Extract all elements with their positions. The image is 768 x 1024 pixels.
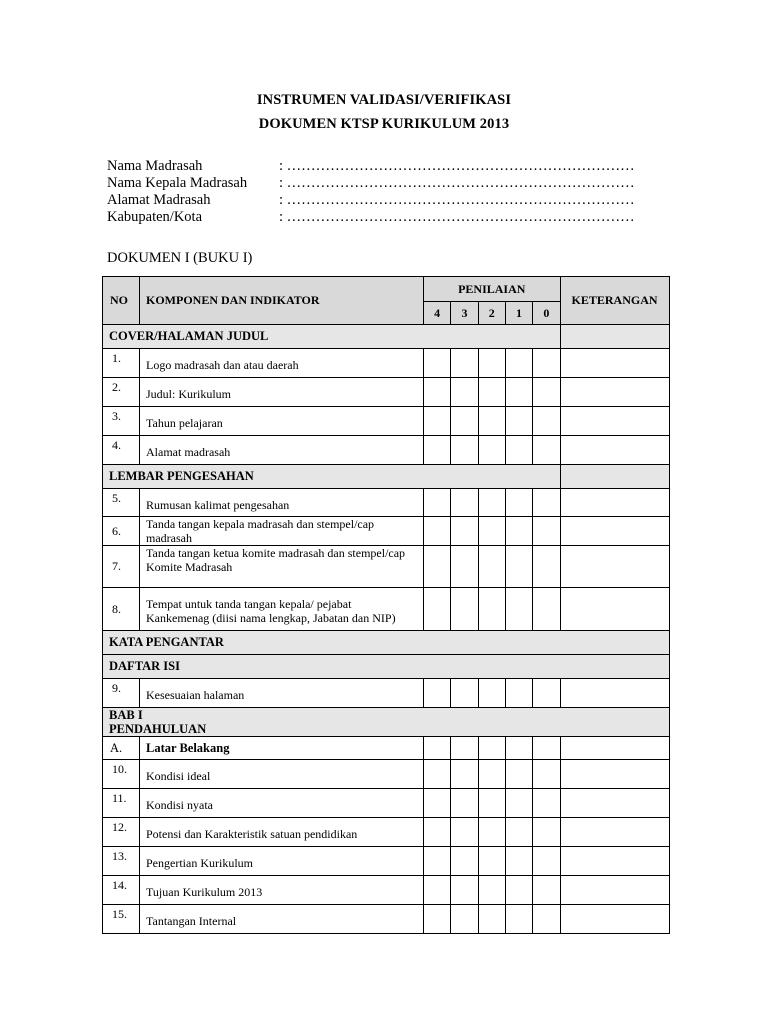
section-row-daftar-isi (103, 655, 670, 679)
score-cell-4[interactable] (424, 789, 451, 818)
score-cell-3[interactable] (451, 349, 478, 378)
score-cell-2[interactable] (478, 546, 505, 588)
notes-cell[interactable] (560, 760, 669, 789)
item-text: Judul: Kurikulum (140, 378, 424, 407)
section-row-pengesahan (103, 465, 670, 489)
item-number: 15. (103, 905, 140, 934)
score-cell-3[interactable] (451, 546, 478, 588)
table-row (103, 546, 670, 588)
section-notes-cell (560, 465, 669, 489)
score-cell-2[interactable] (478, 489, 505, 517)
header-score-4: 4 (424, 302, 451, 325)
notes-cell[interactable] (560, 905, 669, 934)
item-number: 11. (103, 789, 140, 818)
item-text: Kesesuaian halaman (140, 679, 424, 708)
table-row (103, 760, 670, 789)
table-row (103, 789, 670, 818)
score-cell-2[interactable] (478, 789, 505, 818)
subsection-row (103, 737, 670, 760)
score-cell-2[interactable] (478, 679, 505, 708)
item-number: 4. (103, 436, 140, 465)
section-label-line2: PENDAHULUAN (109, 722, 207, 736)
score-cell-3[interactable] (451, 378, 478, 407)
score-cell-3[interactable] (451, 818, 478, 847)
notes-cell[interactable] (560, 546, 669, 588)
score-cell-1[interactable] (505, 737, 532, 760)
score-cell-3[interactable] (451, 876, 478, 905)
header-notes: KETERANGAN (560, 277, 669, 325)
score-cell-0[interactable] (533, 436, 560, 465)
notes-cell[interactable] (560, 378, 669, 407)
item-number: 6. (103, 517, 140, 546)
score-cell-4[interactable] (424, 876, 451, 905)
section-label: COVER/HALAMAN JUDUL (103, 325, 561, 349)
section-label (103, 708, 670, 737)
item-number: 8. (103, 588, 140, 631)
score-cell-2[interactable] (478, 737, 505, 760)
score-cell-3[interactable] (451, 407, 478, 436)
score-cell-0[interactable] (533, 905, 560, 934)
item-number: 2. (103, 378, 140, 407)
notes-cell[interactable] (560, 789, 669, 818)
header-score-1: 1 (505, 302, 532, 325)
score-cell-1[interactable] (505, 847, 532, 876)
info-row-nama-madrasah (107, 158, 669, 175)
section-notes-cell (560, 325, 669, 349)
notes-cell[interactable] (560, 517, 669, 546)
item-number: 5. (103, 489, 140, 517)
table-row (103, 378, 670, 407)
score-cell-0[interactable] (533, 546, 560, 588)
score-cell-2[interactable] (478, 407, 505, 436)
header-assessment: PENILAIAN (424, 277, 561, 302)
score-cell-1[interactable] (505, 349, 532, 378)
header-component: KOMPONEN DAN INDIKATOR (140, 277, 424, 325)
score-cell-0[interactable] (533, 847, 560, 876)
item-number: 10. (103, 760, 140, 789)
score-cell-3[interactable] (451, 517, 478, 546)
score-cell-4[interactable] (424, 905, 451, 934)
score-cell-0[interactable] (533, 679, 560, 708)
subsection-label: Latar Belakang (140, 737, 424, 760)
score-cell-0[interactable] (533, 378, 560, 407)
score-cell-1[interactable] (505, 407, 532, 436)
info-value-field[interactable]: : ……………………………………………………………… (279, 175, 635, 191)
score-cell-3[interactable] (451, 737, 478, 760)
score-cell-2[interactable] (478, 378, 505, 407)
score-cell-1[interactable] (505, 489, 532, 517)
score-cell-2[interactable] (478, 876, 505, 905)
score-cell-4[interactable] (424, 737, 451, 760)
score-cell-1[interactable] (505, 905, 532, 934)
score-cell-2[interactable] (478, 905, 505, 934)
item-text: Tahun pelajaran (140, 407, 424, 436)
score-cell-0[interactable] (533, 818, 560, 847)
score-cell-0[interactable] (533, 737, 560, 760)
score-cell-4[interactable] (424, 378, 451, 407)
score-cell-1[interactable] (505, 517, 532, 546)
score-cell-4[interactable] (424, 489, 451, 517)
document-title-line2: DOKUMEN KTSP KURIKULUM 2013 (258, 116, 510, 132)
item-text: Tanda tangan ketua komite madrasah dan stempel/cap Komite Madrasah (140, 546, 424, 588)
info-value-field[interactable]: : ……………………………………………………………… (279, 192, 635, 208)
item-text: Logo madrasah dan atau daerah (140, 349, 424, 378)
header-score-2: 2 (478, 302, 505, 325)
score-cell-2[interactable] (478, 760, 505, 789)
score-cell-4[interactable] (424, 847, 451, 876)
score-cell-4[interactable] (424, 588, 451, 631)
info-label: Alamat Madrasah (107, 192, 211, 208)
notes-cell[interactable] (560, 588, 669, 631)
item-number: 9. (103, 679, 140, 708)
score-cell-0[interactable] (533, 407, 560, 436)
score-cell-3[interactable] (451, 679, 478, 708)
notes-cell[interactable] (560, 818, 669, 847)
score-cell-4[interactable] (424, 517, 451, 546)
section-label: KATA PENGANTAR (103, 631, 670, 655)
score-cell-4[interactable] (424, 546, 451, 588)
score-cell-1[interactable] (505, 679, 532, 708)
item-text: Pengertian Kurikulum (140, 847, 424, 876)
table-row (103, 905, 670, 934)
notes-cell[interactable] (560, 847, 669, 876)
score-cell-2[interactable] (478, 517, 505, 546)
score-cell-0[interactable] (533, 349, 560, 378)
table-row (103, 407, 670, 436)
score-cell-1[interactable] (505, 760, 532, 789)
info-label: Nama Kepala Madrasah (107, 175, 248, 191)
notes-cell[interactable] (560, 349, 669, 378)
score-cell-2[interactable] (478, 818, 505, 847)
item-number: 7. (103, 546, 140, 588)
table-row (103, 847, 670, 876)
section-row-bab-1 (103, 708, 670, 737)
score-cell-0[interactable] (533, 789, 560, 818)
notes-cell[interactable] (560, 679, 669, 708)
score-cell-3[interactable] (451, 489, 478, 517)
score-cell-3[interactable] (451, 847, 478, 876)
score-cell-0[interactable] (533, 517, 560, 546)
item-number: 12. (103, 818, 140, 847)
score-cell-4[interactable] (424, 436, 451, 465)
table-row (103, 818, 670, 847)
notes-cell[interactable] (560, 876, 669, 905)
item-text: Tanda tangan kepala madrasah dan stempel/cap madrasah (140, 517, 424, 546)
info-label: Nama Madrasah (107, 158, 203, 174)
validation-table (102, 276, 670, 934)
score-cell-1[interactable] (505, 378, 532, 407)
item-text: Tujuan Kurikulum 2013 (140, 876, 424, 905)
score-cell-1[interactable] (505, 876, 532, 905)
item-text: Kondisi nyata (140, 789, 424, 818)
item-text: Tempat untuk tanda tangan kepala/ pejabat Kankemenag (diisi nama lengkap, Jabatan dan NIP) (140, 588, 424, 631)
item-number: 1. (103, 349, 140, 378)
score-cell-2[interactable] (478, 349, 505, 378)
table-row (103, 349, 670, 378)
score-cell-0[interactable] (533, 760, 560, 789)
info-value-field[interactable]: : ……………………………………………………………… (279, 158, 635, 174)
score-cell-0[interactable] (533, 489, 560, 517)
score-cell-1[interactable] (505, 546, 532, 588)
section-row-cover (103, 325, 670, 349)
info-fields (107, 158, 669, 226)
score-cell-2[interactable] (478, 588, 505, 631)
table-row (103, 517, 670, 546)
score-cell-3[interactable] (451, 789, 478, 818)
table-header-row (103, 277, 670, 302)
info-row-kabupaten (107, 209, 669, 226)
header-no: NO (103, 277, 140, 325)
table-row (103, 588, 670, 631)
score-cell-4[interactable] (424, 818, 451, 847)
header-score-3: 3 (451, 302, 478, 325)
notes-cell[interactable] (560, 737, 669, 760)
score-cell-0[interactable] (533, 588, 560, 631)
score-cell-1[interactable] (505, 789, 532, 818)
table-row (103, 876, 670, 905)
notes-cell[interactable] (560, 436, 669, 465)
item-text: Tantangan Internal (140, 905, 424, 934)
table-row (103, 436, 670, 465)
info-row-nama-kepala (107, 175, 669, 192)
score-cell-4[interactable] (424, 760, 451, 789)
section-label-line1: BAB I (109, 708, 143, 722)
item-number: 13. (103, 847, 140, 876)
score-cell-0[interactable] (533, 876, 560, 905)
score-cell-3[interactable] (451, 760, 478, 789)
notes-cell[interactable] (560, 489, 669, 517)
subsection-number: A. (103, 737, 140, 760)
document-section-heading: DOKUMEN I (BUKU I) (107, 250, 253, 266)
score-cell-3[interactable] (451, 905, 478, 934)
document-title-line1: INSTRUMEN VALIDASI/VERIFIKASI (256, 92, 512, 108)
table-row (103, 679, 670, 708)
info-row-alamat (107, 192, 669, 209)
item-number: 3. (103, 407, 140, 436)
notes-cell[interactable] (560, 407, 669, 436)
score-cell-1[interactable] (505, 588, 532, 631)
score-cell-1[interactable] (505, 818, 532, 847)
score-cell-4[interactable] (424, 349, 451, 378)
score-cell-3[interactable] (451, 588, 478, 631)
info-value-field[interactable]: : ……………………………………………………………… (279, 209, 635, 225)
section-row-kata-pengantar (103, 631, 670, 655)
item-text: Kondisi ideal (140, 760, 424, 789)
score-cell-4[interactable] (424, 407, 451, 436)
item-text: Rumusan kalimat pengesahan (140, 489, 424, 517)
info-label: Kabupaten/Kota (107, 209, 203, 225)
item-text: Potensi dan Karakteristik satuan pendidikan (140, 818, 424, 847)
item-number: 14. (103, 876, 140, 905)
score-cell-1[interactable] (505, 436, 532, 465)
score-cell-2[interactable] (478, 436, 505, 465)
score-cell-2[interactable] (478, 847, 505, 876)
score-cell-3[interactable] (451, 436, 478, 465)
section-label: LEMBAR PENGESAHAN (103, 465, 561, 489)
section-label: DAFTAR ISI (103, 655, 670, 679)
header-score-0: 0 (533, 302, 560, 325)
table-row (103, 489, 670, 517)
item-text: Alamat madrasah (140, 436, 424, 465)
score-cell-4[interactable] (424, 679, 451, 708)
